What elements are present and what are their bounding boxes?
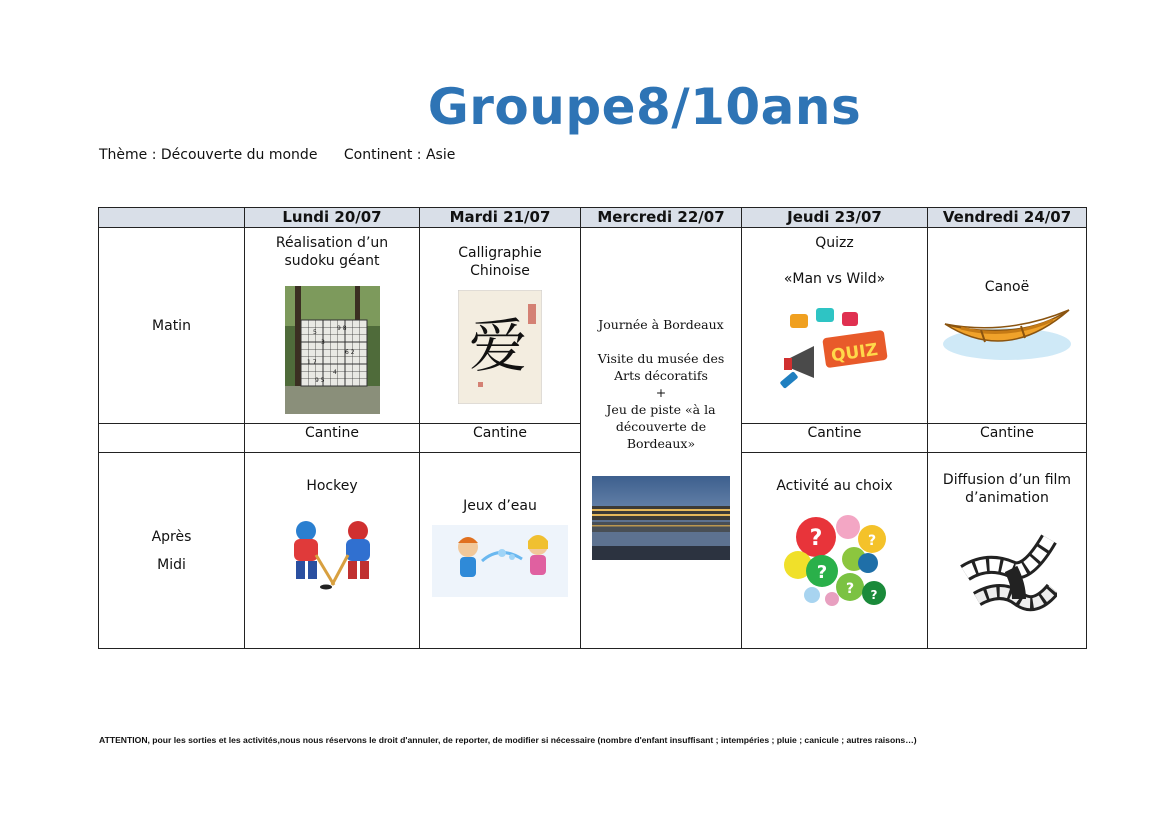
hockey-image	[276, 519, 388, 593]
header-day: Vendredi 24/07	[928, 208, 1087, 228]
svg-text:6 2: 6 2	[344, 349, 355, 356]
cell-lundi-matin	[245, 228, 420, 424]
question-mark-glyph: ?	[867, 533, 876, 549]
activity-label: Jeux d’eau	[463, 498, 537, 514]
activity-label: Calligraphie Chinoise	[458, 245, 542, 279]
film-reel-image	[957, 529, 1057, 621]
activity-label: Hockey	[306, 478, 358, 494]
activity-label: Activité au choix	[776, 478, 893, 494]
water-games-image	[432, 525, 568, 597]
header-empty	[99, 208, 245, 228]
svg-text:5: 5	[312, 329, 317, 336]
svg-text:1 7: 1 7	[306, 359, 317, 366]
question-mark-glyph: ?	[816, 562, 827, 583]
mercredi-activities	[581, 316, 741, 452]
cell-jeudi-matin	[742, 228, 928, 424]
canoe-image	[941, 302, 1073, 364]
cell-lundi-apres-midi	[245, 453, 420, 649]
svg-text:4: 4	[332, 369, 337, 376]
mercredi-line: Visite du musée des Arts décoratifs	[597, 351, 725, 383]
calligraphy-image	[458, 290, 542, 404]
footer-notice: ATTENTION, pour les sorties et les activités,nous nous réservons le droit d'annuler, de reporter, de modifier si nécessaire (nombre d'enfant insuffisant ; intempéries ; pluie ; canicule ; autres raisons…)	[99, 735, 917, 745]
question-mark-glyph: ?	[845, 581, 854, 597]
row-label-matin: Matin	[99, 228, 245, 424]
cantine-cell: Cantine	[420, 424, 581, 453]
header-day: Mercredi 22/07	[581, 208, 742, 228]
activity-label: Quizz	[815, 235, 854, 251]
cell-mardi-apres-midi	[420, 453, 581, 649]
activity-label: Diffusion d’un film d’animation	[942, 472, 1072, 506]
mercredi-line: +	[655, 385, 667, 400]
row-label-line: Après	[151, 528, 192, 545]
activity-label: Canoë	[984, 279, 1030, 295]
header-day: Jeudi 23/07	[742, 208, 928, 228]
quiz-image	[780, 306, 890, 396]
question-marks-image	[776, 513, 894, 607]
calligraphy-char: 爱	[468, 312, 528, 380]
page-title: Groupe8/10ans	[427, 78, 862, 136]
bordeaux-image	[592, 476, 730, 560]
header-row	[99, 208, 1087, 228]
cell-jeudi-apres-midi	[742, 453, 928, 649]
mercredi-line: Jeu de piste «à la découverte de Bordeaux»	[606, 402, 716, 451]
cantine-cell: Cantine	[245, 424, 420, 453]
continent-label: Continent : Asie	[343, 147, 456, 163]
activity-label: Réalisation d’un sudoku géant	[275, 235, 389, 269]
svg-text:3: 3	[320, 339, 325, 346]
cantine-cell: Cantine	[928, 424, 1087, 453]
cell-mardi-matin	[420, 228, 581, 424]
subtitle	[99, 147, 477, 163]
header-day: Mardi 21/07	[420, 208, 581, 228]
matin-row	[99, 228, 1087, 424]
quiz-word: QUIZ	[829, 339, 879, 367]
cell-vendredi-apres-midi	[928, 453, 1087, 649]
row-label-line: Midi	[157, 556, 186, 573]
mercredi-line: Journée à Bordeaux	[598, 317, 724, 332]
cell-mercredi	[581, 228, 742, 649]
svg-text:9 5: 9 5	[314, 377, 325, 384]
row-label-cantine	[99, 424, 245, 453]
question-mark-glyph: ?	[870, 588, 877, 602]
question-mark-glyph: ?	[809, 526, 822, 551]
cell-vendredi-matin	[928, 228, 1087, 424]
planning-table	[98, 207, 1087, 649]
header-day: Lundi 20/07	[245, 208, 420, 228]
svg-text:9 8: 9 8	[336, 325, 347, 332]
theme-label: Thème : Découverte du monde	[99, 147, 318, 163]
row-label-apres-midi	[99, 453, 245, 649]
sudoku-image	[285, 286, 380, 414]
activity-label: «Man vs Wild»	[783, 271, 886, 287]
cantine-cell: Cantine	[742, 424, 928, 453]
